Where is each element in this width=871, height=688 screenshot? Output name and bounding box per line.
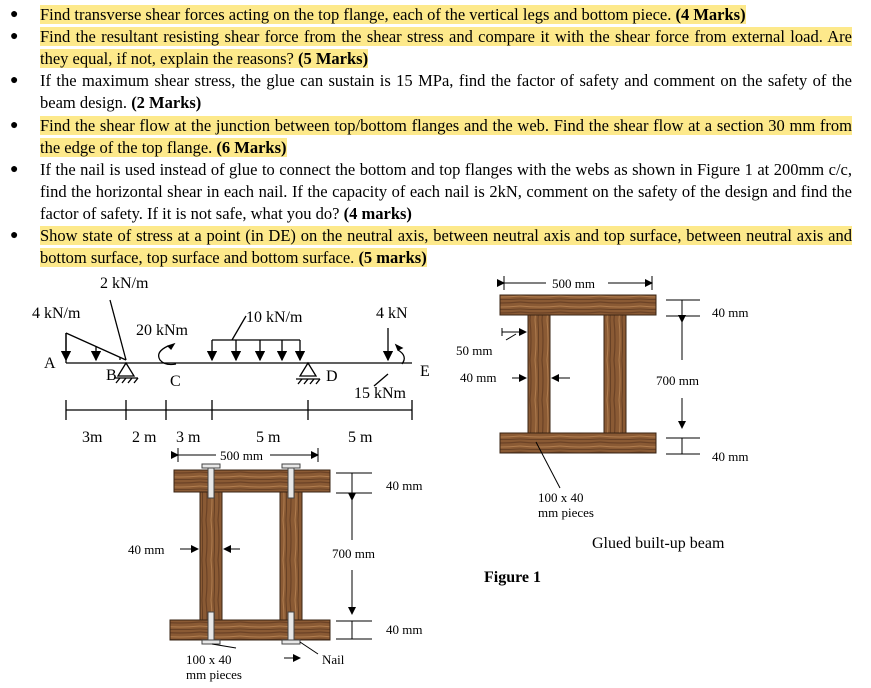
moment-arrow-c — [159, 346, 176, 365]
pieces-text-line: mm pieces — [186, 667, 242, 682]
bullet-icon: ● — [10, 29, 19, 44]
bullet-icon: ● — [10, 118, 19, 133]
width-label: 500 mm — [220, 448, 263, 463]
moment-arrow-e — [398, 350, 404, 364]
pieces-text: 100 x 40 — [186, 652, 232, 667]
web-right — [280, 492, 302, 620]
question-marks: (6 Marks) — [216, 138, 287, 158]
question-text: Find the resultant resisting shear force from the shear stress and compare it with the shear force from external load. Are they equal, if not, explain the reasons? — [40, 27, 852, 69]
pieces-label — [186, 652, 242, 682]
pin-support-b — [118, 363, 134, 376]
top-flange-label: 40 mm — [712, 305, 749, 320]
question-marks: (5 Marks) — [297, 49, 369, 69]
question-marks: (2 Marks) — [131, 93, 202, 113]
glued-labels — [456, 276, 748, 586]
depth-label: 700 mm — [332, 546, 375, 561]
web-left — [200, 492, 222, 620]
figure-label: Figure 1 — [484, 569, 542, 586]
point-b-label: B — [106, 367, 117, 384]
question-marks: (4 Marks) — [675, 5, 746, 24]
span-label: 3 m — [176, 429, 201, 446]
bullet-icon: ● — [10, 7, 19, 22]
web-thick-label: 40 mm — [460, 370, 497, 385]
question-text: If the maximum shear stress, the glue can sustain is 15 MPa, find the factor of safety and comment on the safety of the beam design. — [40, 71, 852, 113]
bullet-icon: ● — [10, 162, 19, 177]
span-label: 5 m — [256, 429, 281, 446]
width-label: 500 mm — [552, 276, 595, 291]
beam-diagram — [66, 300, 412, 420]
top-flange — [174, 470, 330, 492]
pieces-label — [538, 490, 594, 520]
nailed-section — [170, 464, 330, 644]
bottom-flange — [170, 620, 330, 640]
span-label: 5 m — [348, 429, 373, 446]
load-label-4kn: 4 kN — [376, 305, 408, 322]
pieces-text-line: mm pieces — [538, 505, 594, 520]
point-e-label: E — [420, 363, 430, 380]
nail-icon — [208, 612, 214, 642]
nail-icon — [288, 466, 294, 498]
load-leader — [110, 300, 126, 360]
web-thick-label: 40 mm — [128, 542, 165, 557]
bullet-icon: ● — [10, 73, 19, 88]
web-right — [604, 315, 626, 433]
bottom-flange-label: 40 mm — [386, 622, 423, 637]
question-marks: (5 marks) — [358, 248, 427, 268]
moment-label-15knm: 15 kNm — [354, 385, 406, 402]
nail-label: Nail — [322, 652, 345, 667]
nail-icon — [288, 612, 294, 642]
bullet-icon: ● — [10, 228, 19, 243]
moment-label-20knm: 20 kNm — [136, 322, 188, 339]
load-label-4knm: 4 kN/m — [32, 305, 81, 322]
web-gap-label: 50 mm — [456, 343, 493, 358]
load-label-2knm: 2 kN/m — [100, 275, 149, 292]
glued-section — [500, 295, 656, 453]
beam-labels — [32, 275, 430, 446]
bottom-flange-label: 40 mm — [712, 449, 749, 464]
caption: Glued built-up beam — [592, 535, 725, 552]
span-label: 2 m — [132, 429, 157, 446]
nail-icon — [208, 466, 214, 498]
question-marks: (4 marks) — [343, 204, 412, 224]
question-text: Show state of stress at a point (in DE) on the neutral axis, between neutral axis and top surface, between neutral axis and bottom surface, top surface and bottom surface. — [40, 226, 852, 268]
question-text: If the nail is used instead of glue to connect the bottom and top flanges with the webs as shown in Figure 1 at 200mm c/c, find the horizontal shear in each nail. If the capacity of each nail is 2kN, comment on the safety of the design and find the factor of safety. If it is not safe, what you do? — [40, 160, 852, 224]
span-label: 3m — [82, 429, 103, 446]
point-d-label: D — [326, 368, 338, 385]
point-c-label: C — [170, 373, 181, 390]
depth-label: 700 mm — [656, 373, 699, 388]
question-text: Find transverse shear forces acting on the top flange, each of the vertical legs and bottom piece. — [40, 5, 672, 24]
top-flange — [500, 295, 656, 315]
roller-support-d — [300, 363, 316, 376]
pieces-text: 100 x 40 — [538, 490, 584, 505]
web-left — [528, 315, 550, 433]
bottom-flange — [500, 433, 656, 453]
top-flange-label: 40 mm — [386, 478, 423, 493]
question-text: Find the shear flow at the junction between top/bottom flanges and the web. Find the shear flow at a section 30 mm from the edge of the top flange. — [40, 116, 852, 158]
point-a-label: A — [44, 355, 56, 372]
load-label-10knm: 10 kN/m — [246, 309, 303, 326]
